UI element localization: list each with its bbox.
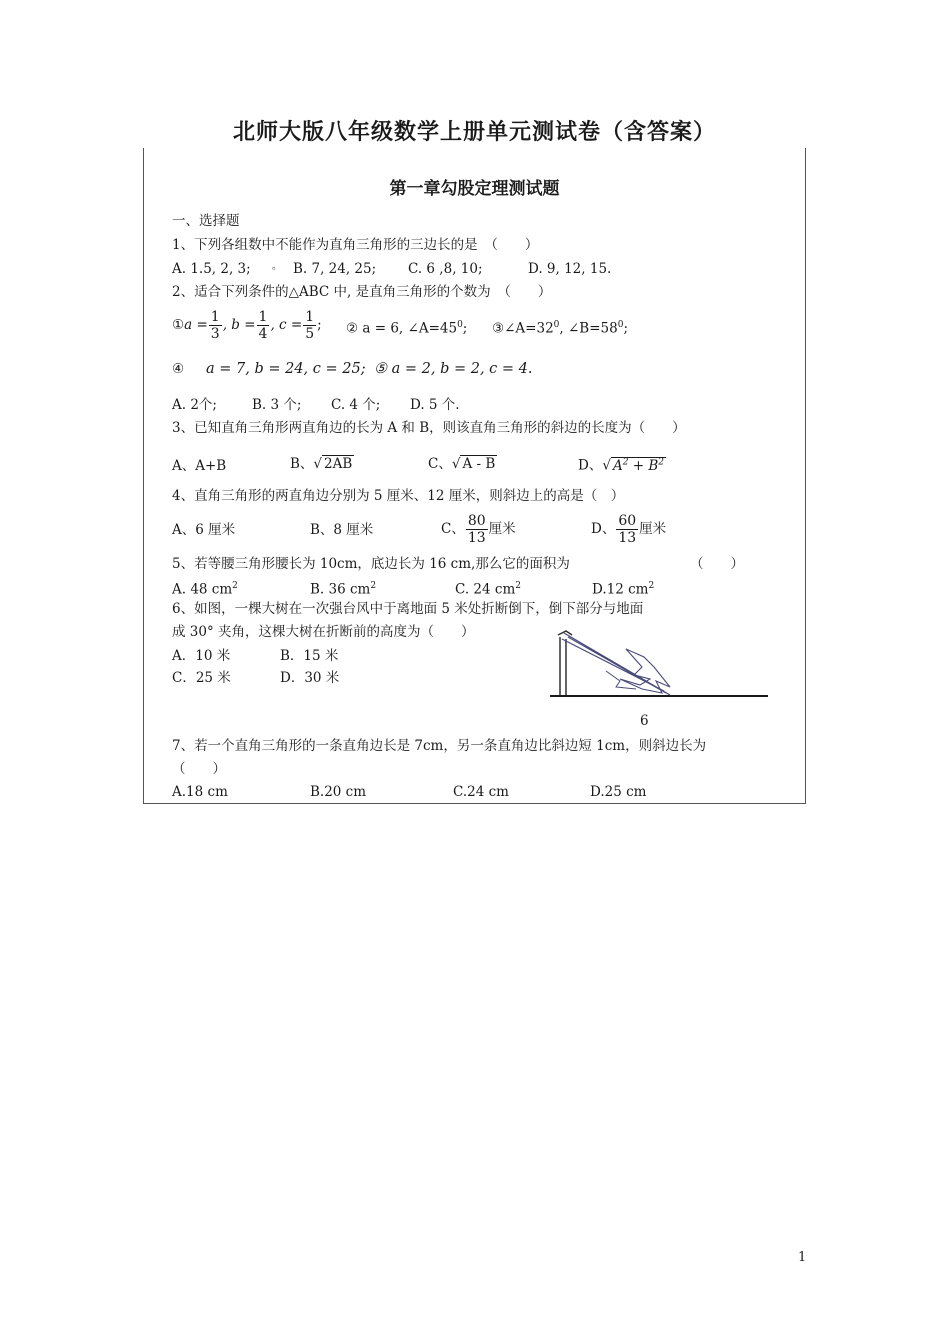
- q4-d-fraction: [616, 513, 638, 546]
- q1-stem: 1、下列各组数中不能作为直角三角形的三边长的是 （ ）: [172, 237, 539, 253]
- q5-option-a: [172, 577, 238, 599]
- fraction-denominator: 13: [467, 529, 486, 546]
- q4-option-c: [441, 508, 516, 550]
- q2-option-c: C. 4 个;: [331, 397, 381, 413]
- q4-c-fraction: [466, 513, 488, 546]
- q4-stem: 4、直角三角形的两直角边分别为 5 厘米、12 厘米，则斜边上的高是（ ）: [172, 488, 625, 504]
- q4-option-d: [591, 508, 666, 550]
- power-sup: 2: [370, 581, 377, 591]
- q3-option-a: A、A+B: [172, 458, 227, 474]
- q6-stem-line2: 成 30° 夹角，这棵大树在折断前的高度为（ ）: [172, 624, 475, 640]
- q1-option-b: B. 7, 24, 25;: [293, 261, 377, 277]
- section-heading: 一、选择题: [172, 213, 240, 229]
- fraction-numerator: 1: [305, 308, 315, 325]
- q3-d-var-a: A: [612, 457, 623, 474]
- q7-answer-paren: （ ）: [172, 761, 226, 777]
- q3-d-plus: +: [628, 457, 649, 474]
- sqrt-symbol: √ A - B: [451, 456, 496, 472]
- q3-option-d: [578, 453, 666, 475]
- q2-option-b: B. 3 个;: [252, 397, 302, 413]
- q1-dot: 。: [272, 261, 282, 272]
- q5-option-c: [455, 577, 521, 599]
- fallen-trunk: [562, 633, 670, 695]
- power-sup: 2: [515, 581, 521, 591]
- fraction-numerator: 1: [210, 308, 220, 325]
- sqrt-symbol: √ 2AB: [313, 456, 353, 472]
- q4-d-prefix: D、: [591, 521, 616, 537]
- q7-option-b: B.20 cm: [310, 784, 367, 800]
- q2-condition-3: [492, 316, 628, 338]
- q3-stem: 3、已知直角三角形两直角边的长为 A 和 B，则该直角三角形的斜边的长度为（ ）: [172, 420, 686, 436]
- q5-option-d: [592, 577, 654, 599]
- q6-option-d: D．30 米: [280, 670, 340, 686]
- fraction-denominator: 3: [210, 325, 220, 342]
- q5-c-text: C. 24 cm: [455, 581, 516, 598]
- fraction-denominator: 13: [618, 529, 637, 546]
- q7-option-c: C.24 cm: [453, 784, 509, 800]
- q6-option-b: B．15 米: [280, 648, 339, 664]
- q2-option-d: D. 5 个.: [410, 397, 460, 413]
- page-number: 1: [798, 1250, 807, 1265]
- q3-d-radicand: [611, 457, 666, 474]
- fraction-numerator: 60: [618, 512, 637, 529]
- q2-stem: 2、适合下列条件的△ABC 中, 是直角三角形的个数为 （ ）: [172, 284, 552, 300]
- q4-c-unit: 厘米: [488, 521, 516, 537]
- q2-c1-c-fraction: [303, 309, 316, 342]
- q2-c1-prefix: ①: [172, 317, 185, 333]
- q1-option-d: D. 9, 12, 15.: [528, 261, 612, 277]
- degree-sup: 0: [617, 320, 624, 330]
- q2-c1-end: ;: [317, 317, 322, 333]
- q2-c1-a-fraction: [209, 309, 222, 342]
- q7-stem: 7、若一个直角三角形的一条直角边长是 7cm，另一条直角边比斜边短 1cm，则斜边长为: [172, 738, 707, 754]
- q3-b-prefix: B、: [290, 456, 314, 472]
- document-title: 北师大版八年级数学上册单元测试卷（含答案）: [143, 118, 806, 148]
- q1-option-c: C. 6 ,8, 10;: [408, 261, 483, 277]
- power-sup: 2: [232, 581, 238, 591]
- q5-stem: 5、若等腰三角形腰长为 10cm，底边长为 16 cm,那么它的面积为: [172, 556, 570, 572]
- fraction-numerator: 80: [467, 512, 486, 529]
- sqrt-symbol: √ $A^2 + B^2$: [602, 457, 664, 474]
- q3-option-b: [290, 455, 354, 473]
- q2-c1-c: , c =: [270, 317, 303, 333]
- q1-option-a: A. 1.5, 2, 3;: [172, 261, 251, 277]
- q6-option-c: C．25 米: [172, 670, 231, 686]
- q3-option-c: [428, 455, 497, 473]
- q2-c2-text: ② a = 6, ∠A=45: [346, 320, 458, 337]
- q3-d-var-b: B: [648, 457, 659, 474]
- q4-c-prefix: C、: [441, 521, 465, 537]
- q7-option-a: A.18 cm: [172, 784, 228, 800]
- q5-a-text: A. 48 cm: [172, 581, 233, 598]
- q2-c2-end: ;: [462, 320, 468, 337]
- q4-d-unit: 厘米: [639, 521, 667, 537]
- q6-stem-line1: 6、如图，一棵大树在一次强台风中于离地面 5 米处折断倒下，倒下部分与地面: [172, 601, 644, 617]
- fraction-numerator: 1: [258, 308, 268, 325]
- q3-c-prefix: C、: [428, 456, 452, 472]
- q5-answer-paren: （ ）: [690, 556, 744, 572]
- q3-c-radicand: A - B: [462, 456, 496, 472]
- q3-d-prefix: D、: [578, 457, 603, 474]
- q2-condition-1: [172, 305, 322, 345]
- q2-condition-2: [346, 316, 467, 338]
- chapter-title: 第一章勾股定理测试题: [389, 179, 560, 199]
- q7-option-d: D.25 cm: [590, 784, 647, 800]
- q2-c1-b-fraction: [257, 309, 270, 342]
- degree-sup: 0: [457, 320, 463, 330]
- q3-b-radicand: 2AB: [324, 456, 353, 472]
- q4-option-a: A、6 厘米: [172, 522, 236, 538]
- fraction-denominator: 4: [258, 325, 268, 342]
- q6-option-a: A．10 米: [172, 648, 231, 664]
- figure-label: 6: [640, 713, 649, 729]
- q2-c1-b: , b =: [222, 317, 256, 333]
- q2-c3-end: ;: [623, 320, 628, 337]
- power-sup: 2: [622, 457, 629, 467]
- q2-condition-4-prefix: ④: [172, 361, 185, 377]
- q5-d-text: D.12 cm: [592, 581, 649, 598]
- q2-option-a: A. 2个;: [172, 397, 217, 413]
- q2-condition-4: a = 7, b = 24, c = 25;: [206, 361, 366, 377]
- fraction-denominator: 5: [305, 325, 315, 342]
- power-sup: 2: [658, 457, 664, 467]
- q2-c3-mid: , ∠B=58: [559, 320, 618, 337]
- broken-tree-figure: [546, 627, 772, 703]
- q2-c1-a: a =: [184, 317, 208, 333]
- q5-b-text: B. 36 cm: [310, 581, 371, 598]
- q2-c3-text: ③∠A=32: [492, 320, 554, 337]
- power-sup: 2: [648, 581, 655, 591]
- q4-option-b: B、8 厘米: [310, 522, 374, 538]
- degree-sup: 0: [553, 320, 560, 330]
- q5-option-b: [310, 577, 376, 599]
- q2-condition-5: ⑤ a = 2, b = 2, c = 4.: [374, 361, 533, 377]
